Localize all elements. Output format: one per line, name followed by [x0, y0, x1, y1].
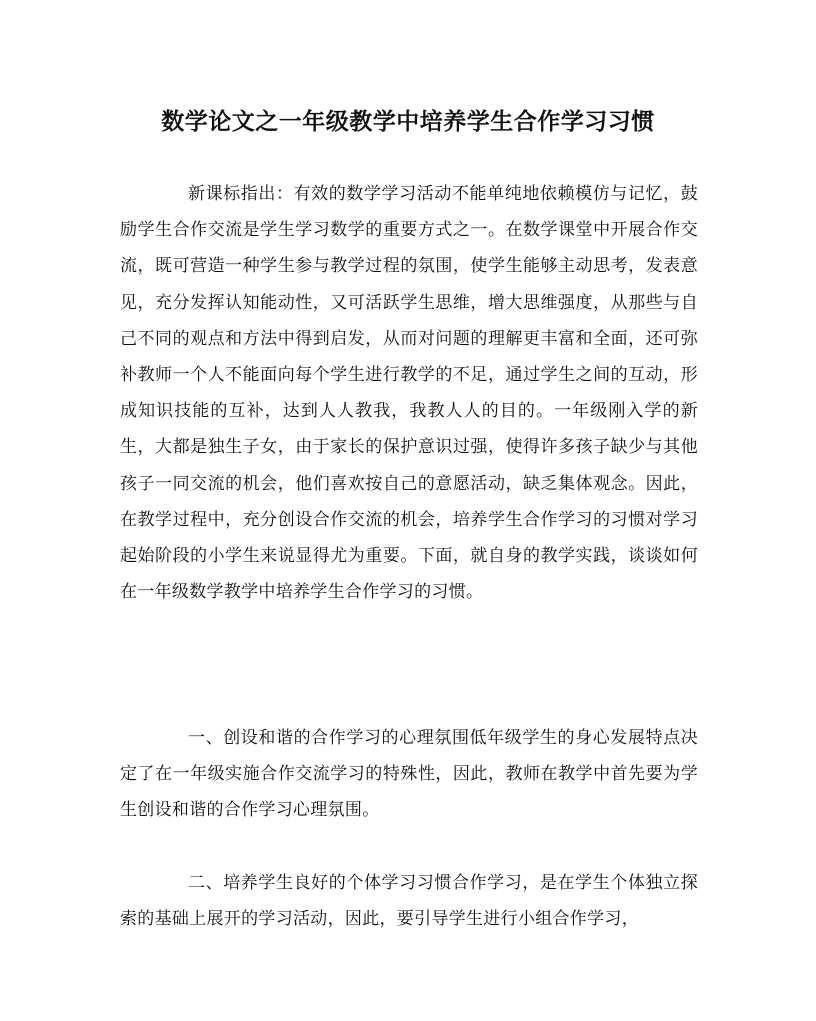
document-title: 数学论文之一年级教学中培养学生合作学习习惯: [161, 109, 655, 135]
paragraph-section-2: 二、培养学生良好的个体学习习惯合作学习，是在学生个体独立探索的基础上展开的学习活动，因此，要引导学生进行小组合作学习，: [120, 873, 698, 930]
paragraph-intro: 新课标指出：有效的数学学习活动不能单纯地依赖模仿与记忆，鼓励学生合作交流是学生学习数学的重要方式之一。在数学课堂中开展合作交流，既可营造一种学生参与教学过程的氛围，使学生能够主动思考，发表意见，充分发挥认知能动性，又可活跃学生思维，增大思维强度，从那些与自己不同的观点和方法中得到启发，从而对问题的理解更丰富和全面，还可弥补教师一个人不能面向每个学生进行教学的不足，通过学生之间的互动，形成知识技能的互补，达到人人教我，我教人人的目的。一年级刚入学的新生，大都是独生子女，由于家长的保护意识过强，使得许多孩子缺少与其他孩子一同交流的机会，他们喜欢按自己的意愿活动，缺乏集体观念。因此，在教学过程中，充分创设合作交流的机会，培养学生合作学习的习惯对学习起始阶段的小学生来说显得尤为重要。下面，就自身的教学实践，谈谈如何在一年级数学教学中培养学生合作学习的习惯。: [120, 184, 698, 603]
paragraph-section-1: 一、创设和谐的合作学习的心理氛围低年级学生的身心发展特点决定了在一年级实施合作交流学习的特殊性，因此，教师在教学中首先要为学生创设和谐的合作学习心理氛围。: [120, 728, 698, 821]
